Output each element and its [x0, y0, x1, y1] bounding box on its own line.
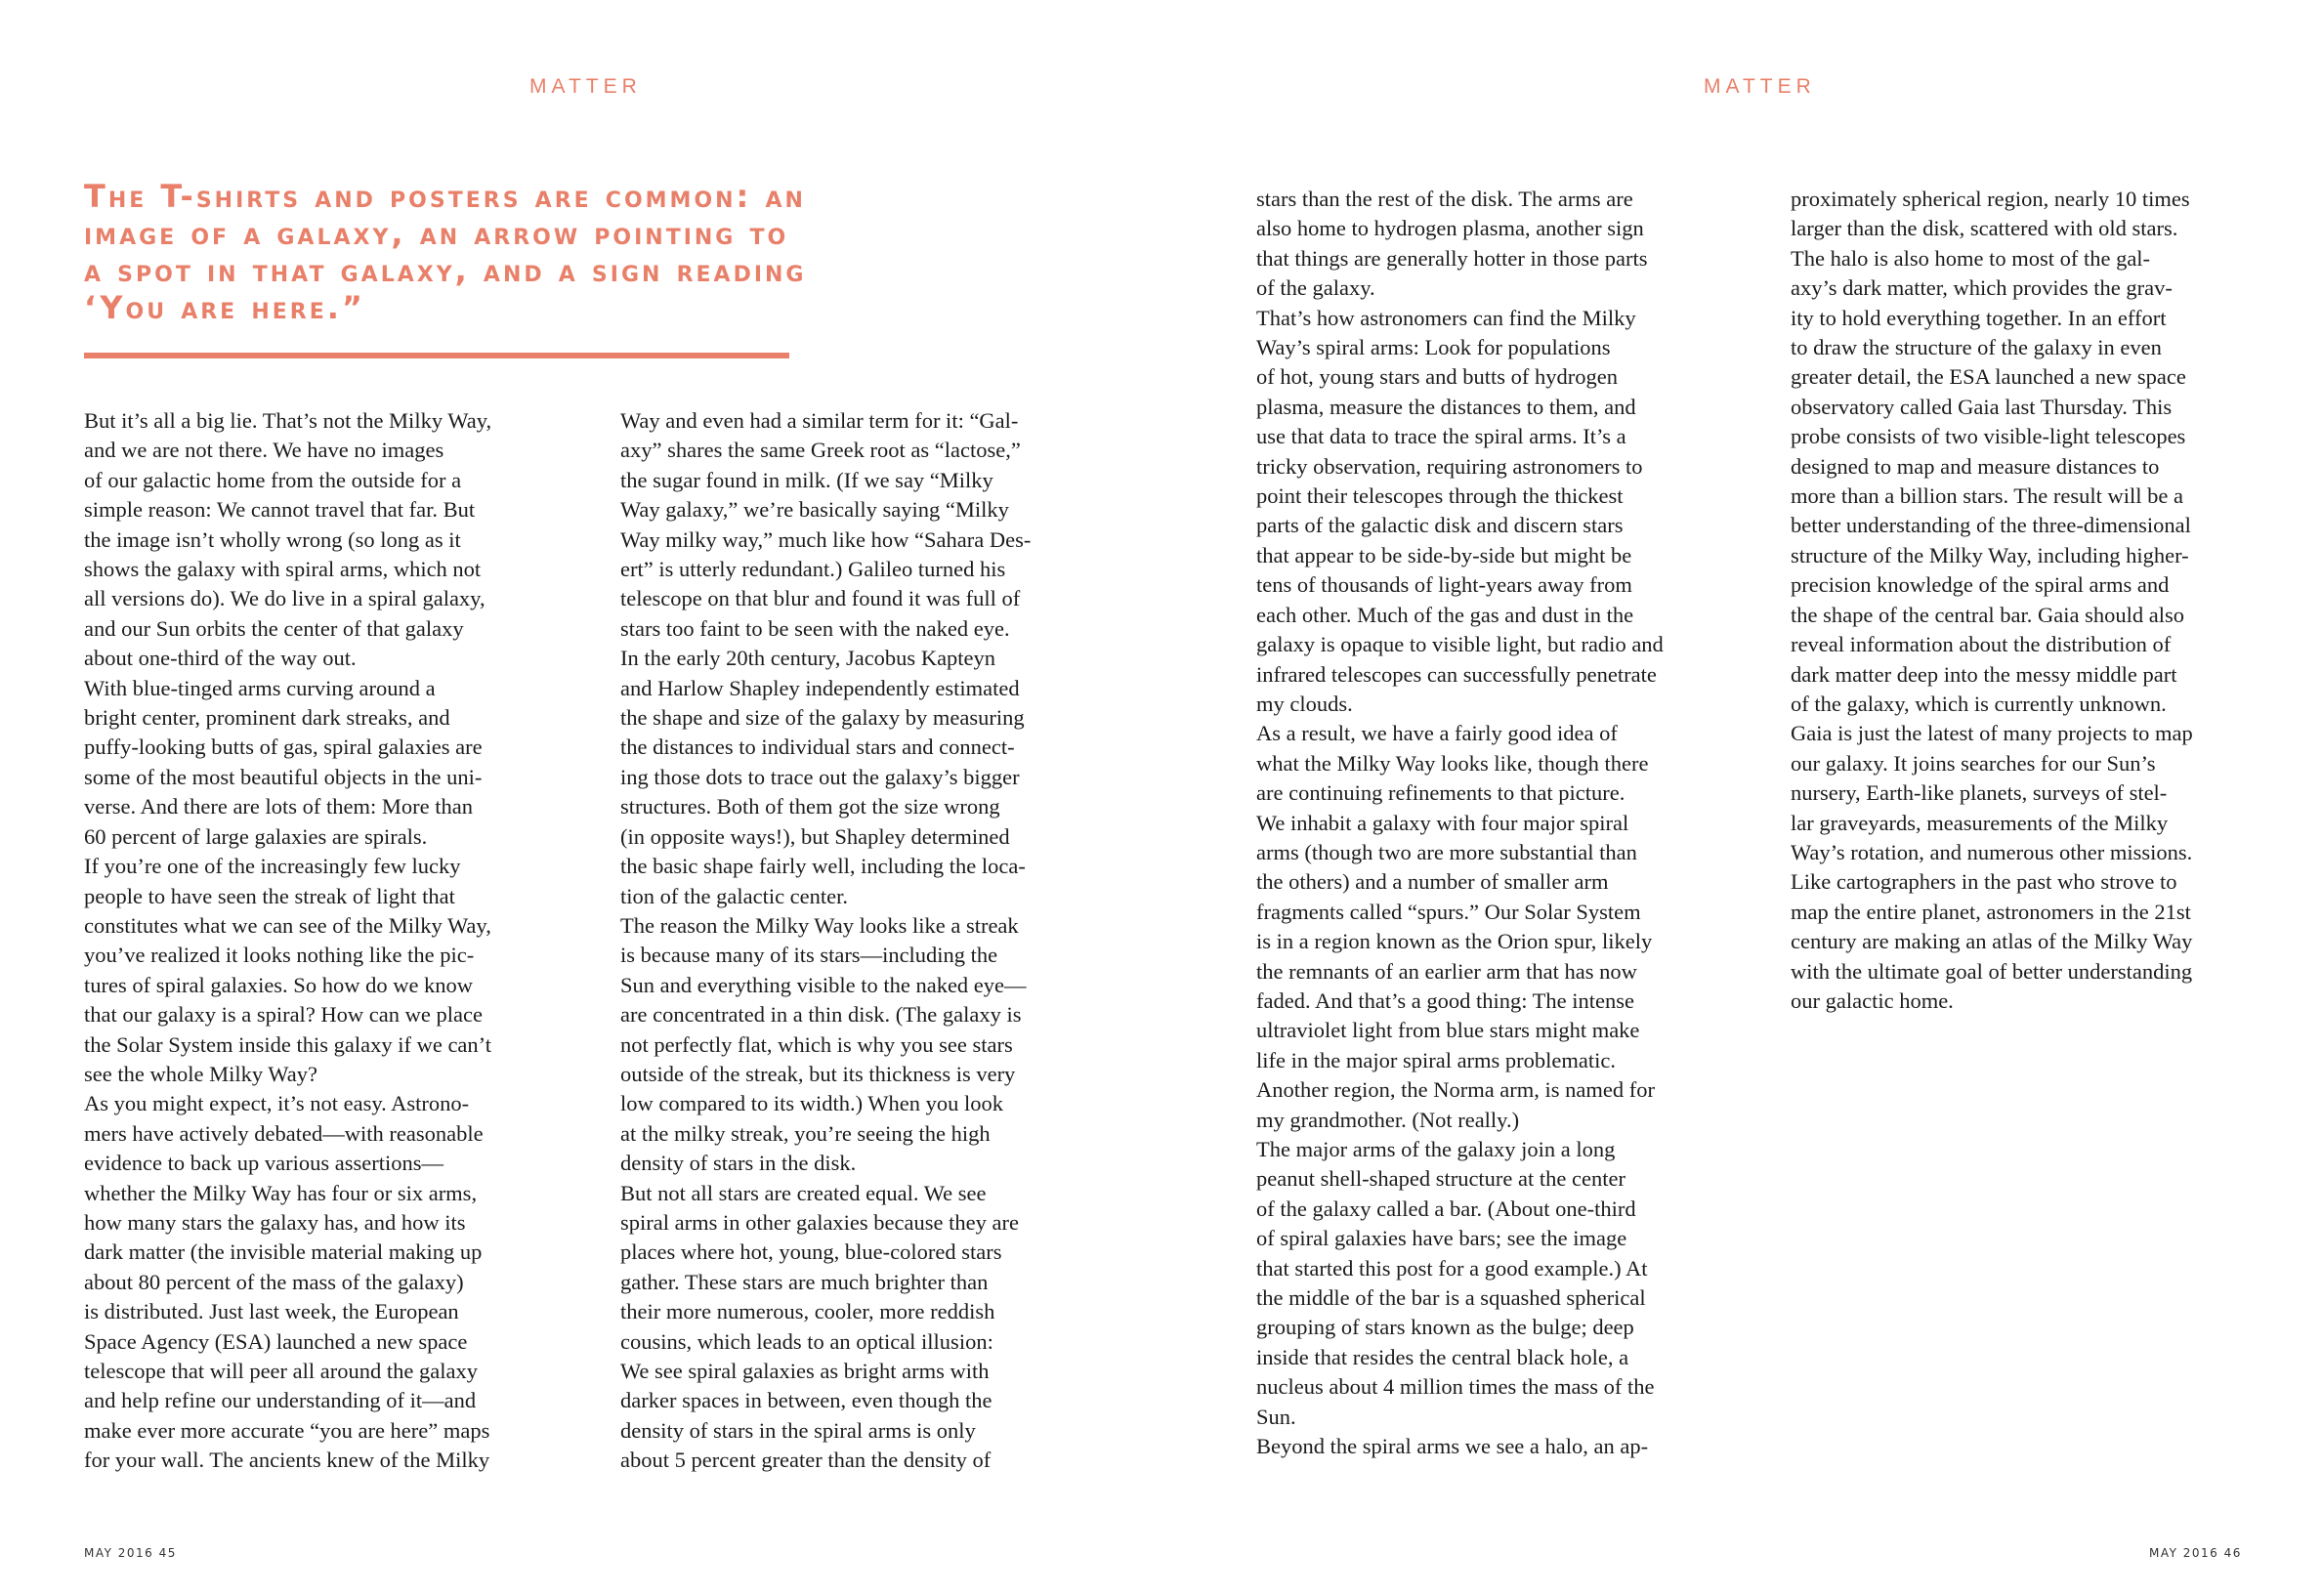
- text-line: century are making an atlas of the Milky Way: [1791, 929, 2193, 954]
- text-line: We see spiral galaxies as bright arms with: [620, 1359, 990, 1383]
- text-line: stars than the rest of the disk. The arms are: [1256, 187, 1633, 211]
- text-line: probe consists of two visible-light telescopes: [1791, 424, 2186, 449]
- section-label: MATTER: [529, 75, 642, 98]
- text-line: That’s how astronomers can find the Milky: [1256, 305, 1636, 330]
- text-line: lar graveyards, measurements of the Milky: [1791, 810, 2169, 835]
- text-line: (in opposite ways!), but Shapley determined: [620, 823, 1010, 849]
- text-line: telescope on that blur and found it was full of: [620, 586, 1021, 611]
- right-page: [1161, 0, 2322, 1596]
- text-line: spiral arms in other galaxies because they are: [620, 1209, 1019, 1235]
- text-line: The halo is also home to most of the gal-: [1791, 245, 2151, 271]
- text-line: the image isn’t wholly wrong (so long as it: [84, 526, 461, 552]
- text-line: tricky observation, requiring astronomers to: [1256, 453, 1643, 479]
- text-line: inside that resides the central black hole, a: [1256, 1344, 1629, 1369]
- text-line: my clouds.: [1256, 691, 1353, 716]
- text-line: fragments called “spurs.” Our Solar System: [1256, 899, 1641, 924]
- text-line: Gaia is just the latest of many projects to map: [1791, 721, 2193, 746]
- text-line: faded. And that’s a good thing: The intense: [1256, 987, 1635, 1013]
- text-line: and help refine our understanding of it—and: [84, 1388, 477, 1413]
- text-line: ing those dots to trace out the galaxy’s bigger: [620, 764, 1020, 789]
- text-line: more than a billion stars. The result will be a: [1791, 483, 2183, 509]
- text-line: greater detail, the ESA launched a new space: [1791, 364, 2186, 390]
- text-line: bright center, prominent dark streaks, and: [84, 705, 450, 731]
- text-line: In the early 20th century, Jacobus Kapteyn: [620, 646, 996, 671]
- text-line: make ever more accurate “you are here” maps: [84, 1417, 490, 1443]
- text-column-1: [84, 406, 543, 1476]
- pull-quote: The T-shirts and posters are common: an image of a galaxy, an arrow pointing to a spot in that galaxy, and a sign reading ‘You are here.”: [84, 178, 807, 326]
- text-line: peanut shell-shaped structure at the center: [1256, 1166, 1625, 1192]
- text-line: Like cartographers in the past who strove to: [1791, 869, 2177, 895]
- text-line: how many stars the galaxy has, and how its: [84, 1209, 466, 1235]
- text-column-4: [1791, 185, 2259, 1016]
- text-line: ert” is utterly redundant.) Galileo turned his: [620, 557, 1006, 582]
- text-line: simple reason: We cannot travel that far. But: [84, 497, 476, 523]
- text-line: Beyond the spiral arms we see a halo, an ap-: [1256, 1434, 1649, 1459]
- text-line: ity to hold everything together. In an effort: [1791, 305, 2167, 330]
- text-line: is in a region known as the Orion spur, likely: [1256, 929, 1653, 954]
- text-line: arms (though two are more substantial than: [1256, 839, 1637, 864]
- text-line: point their telescopes through the thickest: [1256, 483, 1624, 509]
- text-line: use that data to trace the spiral arms. It’s a: [1256, 424, 1626, 449]
- text-line: parts of the galactic disk and discern stars: [1256, 513, 1624, 538]
- page-folio: MAY 2016 46: [2149, 1546, 2242, 1560]
- text-line: structure of the Milky Way, including higher-: [1791, 542, 2189, 567]
- text-line: places where hot, young, blue-colored stars: [620, 1239, 1002, 1265]
- text-line: what the Milky Way looks like, though there: [1256, 750, 1649, 776]
- text-line: proximately spherical region, nearly 10 times: [1791, 187, 2190, 211]
- text-column-2: [620, 406, 1079, 1476]
- text-line: grouping of stars known as the bulge; deep: [1256, 1315, 1634, 1340]
- text-line: nursery, Earth-like planets, surveys of stel-: [1791, 780, 2168, 806]
- text-line: our galaxy. It joins searches for our Sun’s: [1791, 750, 2156, 776]
- text-line: that appear to be side-by-side but might be: [1256, 542, 1632, 567]
- text-line: mers have actively debated—with reasonable: [84, 1120, 484, 1146]
- text-line: tens of thousands of light-years away from: [1256, 572, 1632, 598]
- text-line: Sun.: [1256, 1404, 1296, 1429]
- text-line: of our galactic home from the outside for a: [84, 467, 462, 492]
- text-line: If you’re one of the increasingly few lucky: [84, 854, 461, 879]
- text-line: the shape and size of the galaxy by measuring: [620, 705, 1025, 731]
- text-line: that our galaxy is a spiral? How can we place: [84, 1002, 483, 1028]
- text-line: nucleus about 4 million times the mass of the: [1256, 1374, 1655, 1400]
- text-line: ultraviolet light from blue stars might make: [1256, 1018, 1640, 1043]
- text-line: of the galaxy called a bar. (About one-third: [1256, 1196, 1636, 1221]
- text-line: With blue-tinged arms curving around a: [84, 675, 436, 700]
- text-line: infrared telescopes can successfully penetrate: [1256, 661, 1657, 687]
- text-line: is distributed. Just last week, the European: [84, 1299, 459, 1324]
- text-line: constitutes what we can see of the Milky Way,: [84, 912, 491, 938]
- text-line: the Solar System inside this galaxy if we can’t: [84, 1031, 492, 1057]
- text-line: puffy-looking butts of gas, spiral galaxies are: [84, 735, 483, 760]
- text-line: Sun and everything visible to the naked eye—: [620, 972, 1027, 997]
- pull-quote-rule: [84, 353, 789, 358]
- text-line: the basic shape fairly well, including the loca-: [620, 854, 1026, 879]
- text-line: with the ultimate goal of better understanding: [1791, 958, 2193, 984]
- text-line: my grandmother. (Not really.): [1256, 1107, 1520, 1132]
- text-line: reveal information about the distribution of: [1791, 632, 2172, 657]
- text-line: and Harlow Shapley independently estimated: [620, 675, 1020, 700]
- section-label: MATTER: [1704, 75, 1816, 98]
- text-line: outside of the streak, but its thickness is very: [620, 1061, 1016, 1086]
- text-line: Way’s rotation, and numerous other missions.: [1791, 839, 2193, 864]
- text-line: all versions do). We do live in a spiral galaxy,: [84, 586, 486, 611]
- text-line: the sugar found in milk. (If we say “Milky: [620, 467, 993, 492]
- text-line: the shape of the central bar. Gaia should also: [1791, 602, 2184, 627]
- text-line: also home to hydrogen plasma, another sign: [1256, 216, 1644, 241]
- text-line: darker spaces in between, even though the: [620, 1388, 992, 1413]
- text-line: Way milky way,” much like how “Sahara Des-: [620, 526, 1032, 552]
- text-line: low compared to its width.) When you look: [620, 1091, 1004, 1116]
- text-line: cousins, which leads to an optical illusion:: [620, 1328, 993, 1354]
- text-line: the middle of the bar is a squashed spherical: [1256, 1285, 1646, 1311]
- text-line: is because many of its stars—including the: [620, 943, 998, 968]
- text-line: Way and even had a similar term for it: “Gal-: [620, 408, 1019, 433]
- text-line: plasma, measure the distances to them, and: [1256, 394, 1636, 419]
- text-line: better understanding of the three-dimensional: [1791, 513, 2191, 538]
- text-line: that started this post for a good example.) At: [1256, 1255, 1648, 1281]
- text-column-3: [1256, 185, 1715, 1461]
- text-line: see the whole Milky Way?: [84, 1061, 317, 1086]
- text-line: axy’s dark matter, which provides the grav-: [1791, 275, 2173, 301]
- text-line: and we are not there. We have no images: [84, 438, 444, 463]
- text-line: of spiral galaxies have bars; see the image: [1256, 1226, 1627, 1251]
- text-line: the distances to individual stars and connect-: [620, 735, 1015, 760]
- text-line: 60 percent of large galaxies are spirals.: [84, 823, 428, 849]
- text-line: We inhabit a galaxy with four major spiral: [1256, 810, 1629, 835]
- text-line: to draw the structure of the galaxy in even: [1791, 335, 2162, 360]
- text-line: people to have seen the streak of light that: [84, 883, 455, 908]
- text-line: precision knowledge of the spiral arms and: [1791, 572, 2170, 598]
- text-line: Way’s spiral arms: Look for populations: [1256, 335, 1611, 360]
- text-line: density of stars in the spiral arms is only: [620, 1417, 976, 1443]
- text-line: dark matter deep into the messy middle part: [1791, 661, 2177, 687]
- text-line: at the milky streak, you’re seeing the high: [620, 1120, 991, 1146]
- text-line: shows the galaxy with spiral arms, which not: [84, 557, 482, 582]
- text-line: of the galaxy, which is currently unknown.: [1791, 691, 2167, 716]
- text-line: tion of the galactic center.: [620, 883, 849, 908]
- text-line: their more numerous, cooler, more reddish: [620, 1299, 995, 1324]
- text-line: and our Sun orbits the center of that galaxy: [84, 615, 464, 641]
- text-line: about 80 percent of the mass of the galaxy): [84, 1269, 464, 1294]
- text-line: galaxy is opaque to visible light, but radio and: [1256, 632, 1664, 657]
- text-line: The major arms of the galaxy join a long: [1256, 1137, 1616, 1161]
- text-line: verse. And there are lots of them: More than: [84, 794, 474, 819]
- text-line: the remnants of an earlier arm that has now: [1256, 958, 1637, 984]
- text-line: But not all stars are created equal. We see: [620, 1180, 987, 1205]
- text-line: axy” shares the same Greek root as “lactose,”: [620, 438, 1021, 463]
- text-line: Way galaxy,” we’re basically saying “Milky: [620, 497, 1009, 523]
- text-line: As a result, we have a fairly good idea of: [1256, 721, 1618, 746]
- text-line: life in the major spiral arms problematic.: [1256, 1047, 1617, 1072]
- text-line: our galactic home.: [1791, 987, 1954, 1013]
- text-line: of the galaxy.: [1256, 275, 1375, 301]
- text-line: designed to map and measure distances to: [1791, 453, 2160, 479]
- text-line: that things are generally hotter in those parts: [1256, 245, 1648, 271]
- text-line: larger than the disk, scattered with old stars.: [1791, 216, 2178, 241]
- text-line: whether the Milky Way has four or six arms,: [84, 1180, 478, 1205]
- text-line: are continuing refinements to that picture.: [1256, 780, 1625, 806]
- text-line: As you might expect, it’s not easy. Astrono-: [84, 1091, 470, 1116]
- text-line: evidence to back up various assertions—: [84, 1151, 444, 1176]
- page-folio: MAY 2016 45: [84, 1546, 177, 1560]
- text-line: the others) and a number of smaller arm: [1256, 869, 1609, 895]
- text-line: telescope that will peer all around the galaxy: [84, 1359, 478, 1383]
- text-line: for your wall. The ancients knew of the Milky: [84, 1448, 490, 1473]
- text-line: map the entire planet, astronomers in the 21st: [1791, 899, 2191, 924]
- text-line: The reason the Milky Way looks like a streak: [620, 912, 1019, 938]
- text-line: density of stars in the disk.: [620, 1151, 857, 1176]
- text-line: Another region, the Norma arm, is named for: [1256, 1077, 1655, 1103]
- text-line: are concentrated in a thin disk. (The galaxy is: [620, 1002, 1022, 1028]
- text-line: observatory called Gaia last Thursday. This: [1791, 394, 2173, 419]
- text-line: you’ve realized it looks nothing like the pic-: [84, 943, 475, 968]
- text-line: of hot, young stars and butts of hydrogen: [1256, 364, 1618, 390]
- text-line: But it’s all a big lie. That’s not the Milky Way,: [84, 408, 492, 433]
- text-line: some of the most beautiful objects in the uni-: [84, 764, 483, 789]
- text-line: structures. Both of them got the size wrong: [620, 794, 1000, 819]
- text-line: tures of spiral galaxies. So how do we know: [84, 972, 474, 997]
- text-line: about 5 percent greater than the density of: [620, 1448, 992, 1473]
- text-line: stars too faint to be seen with the naked eye.: [620, 615, 1010, 641]
- text-line: dark matter (the invisible material making up: [84, 1239, 483, 1265]
- text-line: Space Agency (ESA) launched a new space: [84, 1328, 468, 1354]
- text-line: about one-third of the way out.: [84, 646, 357, 671]
- text-line: not perfectly flat, which is why you see stars: [620, 1031, 1013, 1057]
- text-line: each other. Much of the gas and dust in the: [1256, 602, 1634, 627]
- text-line: gather. These stars are much brighter than: [620, 1269, 989, 1294]
